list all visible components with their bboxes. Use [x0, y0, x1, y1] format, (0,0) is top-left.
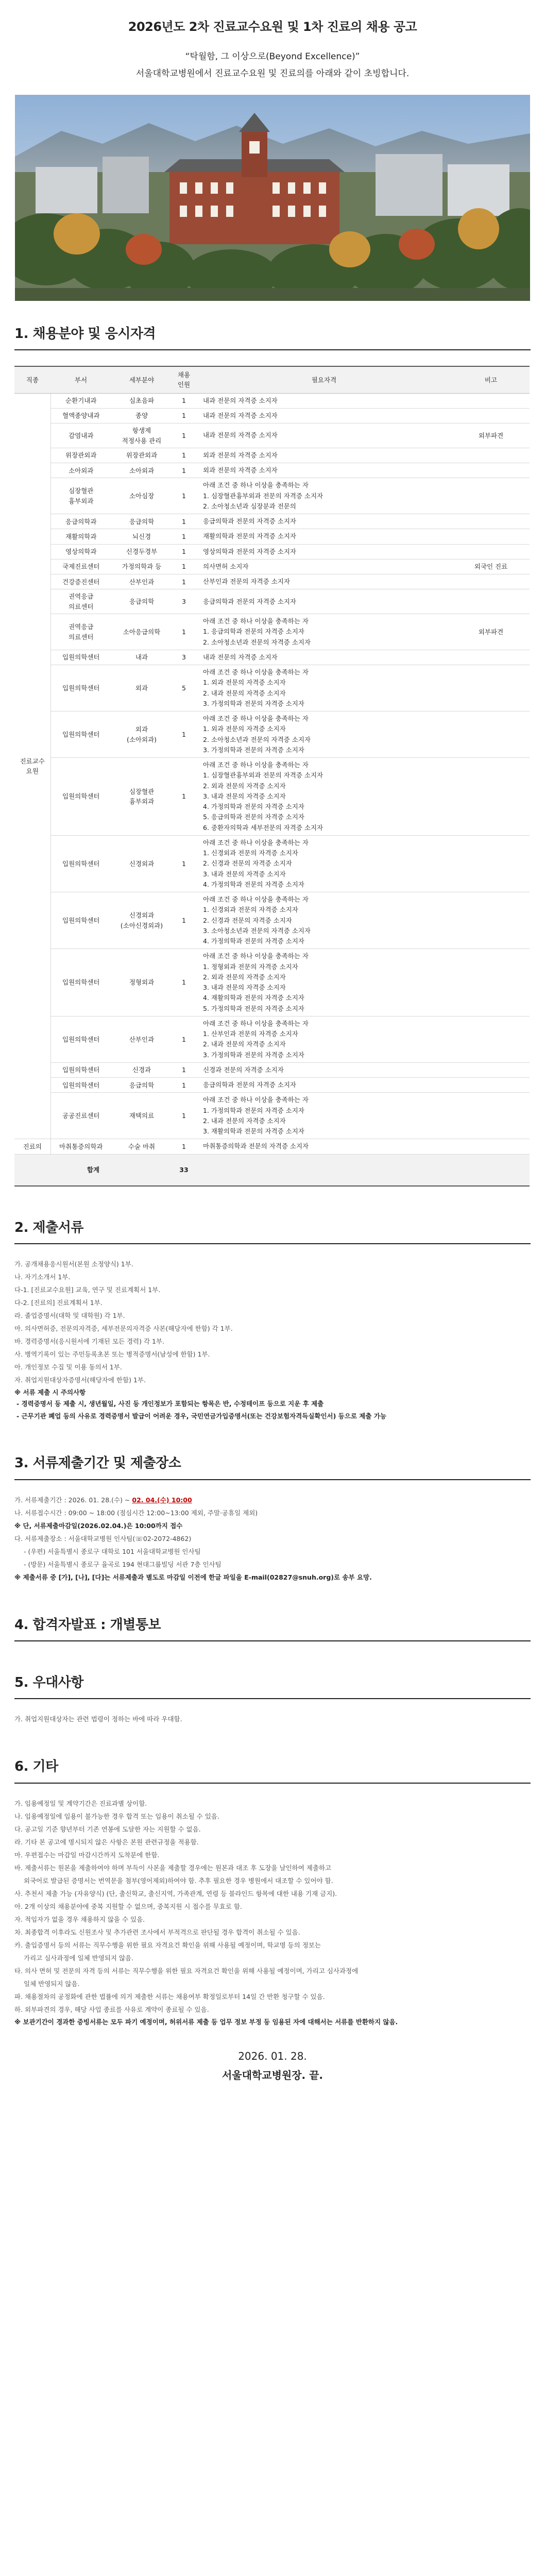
section-6-title: 6. 기타 [14, 1756, 531, 1783]
positions-table [14, 366, 530, 1187]
field-cell: 산부인과 [111, 1016, 172, 1062]
table-row [14, 650, 530, 665]
field-cell: 뇌신경 [111, 529, 172, 544]
total-row [14, 1154, 530, 1186]
signature-date: 2026. 01. 28. [238, 2050, 307, 2063]
requirements-cell: 아래 조건 중 하나 이상을 충족하는 자 1. 산부인과 전문의 자격증 소지자 2. 내과 전문의 자격증 소지자 3. 가정의학과 전문의 자격증 소지자 [196, 1016, 452, 1062]
count-cell: 5 [172, 665, 196, 711]
requirements-cell: 영상의학과 전문의 자격증 소지자 [196, 544, 452, 559]
section-3-title: 3. 서류제출기간 및 제출장소 [14, 1453, 531, 1480]
dept-cell: 권역응급 의료센터 [50, 589, 111, 614]
dept-cell: 입원의학센터 [50, 892, 111, 949]
note-cell [452, 711, 530, 758]
dept-cell: 입원의학센터 [50, 1016, 111, 1062]
dept-cell: 권역응급 의료센터 [50, 614, 111, 650]
requirements-cell: 아래 조건 중 하나 이상을 충족하는 자 1. 정형외과 전문의 자격증 소지자 2. 외과 전문의 자격증 소지자 3. 내과 전문의 자격증 소지자 4. 재활의학과 전문의 자격증 소지자 5. 가정의학과 전문의 자격증 소지자 [196, 949, 452, 1016]
requirements-cell: 아래 조건 중 하나 이상을 충족하는 자 1. 신경외과 전문의 자격증 소지자 2. 신경과 전문의 자격증 소지자 3. 내과 전문의 자격증 소지자 4. 가정의학과 전문의 자격증 소지자 [196, 835, 452, 892]
requirements-cell: 마취통증의학과 전문의 자격증 소지자 [196, 1139, 452, 1154]
note-cell [452, 1078, 530, 1093]
list-item: 일체 반영되지 않음. [24, 1979, 80, 1988]
section-2-title: 2. 제출서류 [14, 1217, 531, 1244]
hospital-campus-photo [15, 95, 530, 301]
table-row [14, 711, 530, 758]
requirements-cell: 외과 전문의 자격증 소지자 [196, 448, 452, 463]
note-cell [452, 892, 530, 949]
dept-cell: 건강증진센터 [50, 574, 111, 589]
total-empty-cell [196, 1154, 530, 1186]
dept-cell: 마취통증의학과 [50, 1139, 111, 1154]
count-cell: 1 [172, 559, 196, 574]
dept-cell: 입원의학센터 [50, 1078, 111, 1093]
note-cell [452, 544, 530, 559]
intro-text: 서울대학교병원에서 진료교수요원 및 진료의를 아래와 같이 초빙합니다. [135, 68, 410, 79]
dept-cell: 순환기내과 [50, 393, 111, 408]
list-item: 마. 우편접수는 마감일 마감시간까지 도착분에 한함. [14, 1851, 160, 1859]
field-cell: 응급의학 [111, 1078, 172, 1093]
dept-cell: 위장관외과 [50, 448, 111, 463]
documents-list [14, 1258, 531, 1386]
table-row [14, 1139, 530, 1154]
dept-cell: 입원의학센터 [50, 835, 111, 892]
note-cell [452, 514, 530, 529]
list-item: 가리고 심사과정에 일체 반영되지 않음. [24, 1954, 134, 1962]
note-cell [452, 758, 530, 836]
count-cell: 1 [172, 514, 196, 529]
dept-cell: 공공진료센터 [50, 1093, 111, 1139]
list-item: 라. 졸업증명서(대학 및 대학원) 각 1부. [14, 1312, 125, 1320]
deadline-note: ※ 단, 서류제출마감일(2026.02.04.)은 10:00까지 접수 [14, 1521, 183, 1530]
field-cell: 신경외과 (소아신경외과) [111, 892, 172, 949]
dept-cell: 재활의학과 [50, 529, 111, 544]
submission-caution-1: - 경력증명서 등 제출 시, 생년월일, 사진 등 개인정보가 포함되는 항목은 반, 수정테이프 등으로 지운 후 제출 [16, 1399, 324, 1408]
dept-cell: 소아외과 [50, 463, 111, 478]
count-cell: 1 [172, 1062, 196, 1077]
list-item: 사. 추천서 제출 가능 (자유양식) (단, 출신학교, 출신지역, 가족관계, 연령 등 블라인드 항목에 대한 내용 기재 금지). [14, 1889, 337, 1897]
other-notes-block [14, 1797, 531, 2016]
requirements-cell: 내과 전문의 자격증 소지자 [196, 650, 452, 665]
requirements-cell: 의사면허 소지자 [196, 559, 452, 574]
field-cell: 소아심장 [111, 478, 172, 514]
requirements-cell: 산부인과 전문의 자격증 소지자 [196, 574, 452, 589]
requirements-cell: 아래 조건 중 하나 이상을 충족하는 자 1. 신경외과 전문의 자격증 소지자 2. 신경과 전문의 자격증 소지자 3. 소아청소년과 전문의 자격증 소지자 4. 가정의학과 전문의 자격증 소지자 [196, 892, 452, 949]
count-cell: 1 [172, 835, 196, 892]
notice-title: 2026년도 2차 진료교수요원 및 1차 진료의 채용 공고 [128, 20, 417, 34]
submission-period-block [14, 1494, 531, 1584]
field-cell: 외과 (소아외과) [111, 711, 172, 758]
count-cell: 3 [172, 650, 196, 665]
reception-hours: 나. 서류접수시간 : 09:00 ~ 18:00 (점심시간 12:00~13:00 제외, 주말·공휴일 제외) [14, 1509, 258, 1517]
list-item: 다-2. [진료의] 진료계획서 1부. [14, 1299, 103, 1307]
list-item: 사. 병역기록이 있는 주민등록초본 또는 병적증명서(남성에 한함) 1부. [14, 1350, 210, 1359]
note-cell [452, 1139, 530, 1154]
requirements-cell: 아래 조건 중 하나 이상을 충족하는 자 1. 응급의학과 전문의 자격증 소지자 2. 소아청소년과 전문의 자격증 소지자 [196, 614, 452, 650]
table-row [14, 408, 530, 423]
count-cell: 1 [172, 478, 196, 514]
requirements-cell: 아래 조건 중 하나 이상을 충족하는 자 1. 외과 전문의 자격증 소지자 2. 내과 전문의 자격증 소지자 3. 가정의학과 전문의 자격증 소지자 [196, 665, 452, 711]
positions-table-body [14, 393, 530, 1186]
col-header-note: 비고 [452, 366, 530, 393]
dept-cell: 입원의학센터 [50, 711, 111, 758]
col-header-type: 직종 [14, 366, 50, 393]
count-cell: 1 [172, 711, 196, 758]
col-header-dept: 부서 [50, 366, 111, 393]
table-row [14, 559, 530, 574]
field-cell: 소아응급의학 [111, 614, 172, 650]
dept-cell: 응급의학과 [50, 514, 111, 529]
field-cell: 심장혈관 흉부외과 [111, 758, 172, 836]
note-cell [452, 1062, 530, 1077]
table-row [14, 463, 530, 478]
count-cell: 1 [172, 423, 196, 448]
job-type-cell: 진료교수 요원 [14, 393, 50, 1139]
requirements-cell: 아래 조건 중 하나 이상을 충족하는 자 1. 외과 전문의 자격증 소지자 2. 소아청소년과 전문의 자격증 소지자 3. 가정의학과 전문의 자격증 소지자 [196, 711, 452, 758]
field-cell: 항생제 적정사용 관리 [111, 423, 172, 448]
count-cell: 1 [172, 393, 196, 408]
note-cell [452, 448, 530, 463]
table-row [14, 544, 530, 559]
table-row [14, 1093, 530, 1139]
dept-cell: 심장혈관 흉부외과 [50, 478, 111, 514]
requirements-cell: 외과 전문의 자격증 소지자 [196, 463, 452, 478]
count-cell: 3 [172, 589, 196, 614]
count-cell: 1 [172, 614, 196, 650]
count-cell: 1 [172, 448, 196, 463]
col-header-field: 세부분야 [111, 366, 172, 393]
count-cell: 1 [172, 544, 196, 559]
list-item: 자. 적임자가 없을 경우 채용하지 않을 수 있음. [14, 1915, 145, 1923]
field-cell: 정형외과 [111, 949, 172, 1016]
period-deadline: 02. 04.(수) 10:00 [132, 1496, 192, 1504]
count-cell: 1 [172, 529, 196, 544]
count-cell: 1 [172, 1016, 196, 1062]
dept-cell: 국제진료센터 [50, 559, 111, 574]
table-row [14, 393, 530, 408]
note-cell: 외국인 진료 [452, 559, 530, 574]
total-label: 합계 [14, 1154, 172, 1186]
preference-block [14, 1713, 531, 1725]
field-cell: 신경과 [111, 1062, 172, 1077]
requirements-cell: 내과 전문의 자격증 소지자 [196, 423, 452, 448]
note-cell [452, 650, 530, 665]
field-cell: 수술 마취 [111, 1139, 172, 1154]
field-cell: 재택의료 [111, 1093, 172, 1139]
note-cell: 외부파견 [452, 614, 530, 650]
requirements-cell: 재활의학과 전문의 자격증 소지자 [196, 529, 452, 544]
table-header-row [14, 366, 530, 393]
section-4-title: 4. 합격자발표 : 개별통보 [14, 1615, 531, 1641]
col-header-count: 채용 인원 [172, 366, 196, 393]
table-row [14, 514, 530, 529]
list-item: 하. 외부파견의 경우, 해당 사업 종료를 사유로 계약이 종료될 수 있음. [14, 2005, 209, 2013]
requirements-cell: 신경과 전문의 자격증 소지자 [196, 1062, 452, 1077]
submission-place-mail: - (우편) 서울특별시 종로구 대학로 101 서울대학교병원 인사팀 [24, 1547, 201, 1555]
list-item: 나. 임용예정일에 임용이 불가능한 경우 합격 또는 임용이 취소될 수 있음. [14, 1812, 219, 1820]
note-cell [452, 835, 530, 892]
count-cell: 1 [172, 1078, 196, 1093]
requirements-cell: 아래 조건 중 하나 이상을 충족하는 자 1. 가정의학과 전문의 자격증 소지자 2. 내과 전문의 자격증 소지자 3. 재활의학과 전문의 자격증 소지자 [196, 1093, 452, 1139]
note-cell [452, 574, 530, 589]
table-row [14, 1016, 530, 1062]
list-item: 가. 임용예정일 및 계약기간은 진료과별 상이함. [14, 1799, 147, 1807]
list-item: 바. 경력증명서(응시원서에 기재된 모든 경력) 각 1부. [14, 1337, 164, 1346]
note-cell [452, 529, 530, 544]
note-cell [452, 589, 530, 614]
list-item: 타. 의사 면허 및 전문의 자격 등의 서류는 직무수행을 위한 필요 자격요건 확인을 위해 사용될 예정이며, 가리고 심사과정에 [14, 1967, 359, 1975]
field-cell: 산부인과 [111, 574, 172, 589]
count-cell: 1 [172, 949, 196, 1016]
note-cell [452, 408, 530, 423]
field-cell: 심초음파 [111, 393, 172, 408]
field-cell: 신경두경부 [111, 544, 172, 559]
requirements-cell: 내과 전문의 자격증 소지자 [196, 393, 452, 408]
list-item: 아. 2개 이상의 채용분야에 중복 지원할 수 없으며, 중복지원 시 접수를 무효로 함. [14, 1902, 242, 1910]
table-row [14, 614, 530, 650]
list-item: 가. 공개채용응시원서(본원 소정양식) 1부. [14, 1260, 133, 1268]
dept-cell: 입원의학센터 [50, 650, 111, 665]
requirements-cell: 내과 전문의 자격증 소지자 [196, 408, 452, 423]
submission-place-visit: - (방문) 서울특별시 종로구 율곡로 194 현대그룹빌딩 서관 7층 인사팀 [24, 1560, 222, 1568]
list-item: 외국어로 발급된 증명서는 번역문을 첨부(영어제외)하여야 함. 추후 필요한 경우 병원에서 대조할 수 있어야 함. [24, 1876, 333, 1885]
hospital-campus-illustration [15, 95, 530, 301]
field-cell: 소아외과 [111, 463, 172, 478]
dept-cell: 혈액종양내과 [50, 408, 111, 423]
note-cell [452, 665, 530, 711]
submission-caution-2: - 근무기관 폐업 등의 사유로 경력증명서 발급이 어려운 경우, 국민연금가입증명서(또는 건강보험자격득실확인서) 등으로 제출 가능 [16, 1412, 386, 1420]
table-row [14, 478, 530, 514]
note-cell [452, 1016, 530, 1062]
note-cell [452, 1093, 530, 1139]
dept-cell: 감염내과 [50, 423, 111, 448]
table-row [14, 448, 530, 463]
list-item: 아. 개인정보 수집 및 이용 동의서 1부. [14, 1363, 122, 1371]
section-5-title: 5. 우대사항 [14, 1672, 531, 1699]
list-item: 다. 공고일 기준 향년부터 기존 연봉에 도달한 자는 지원할 수 없음. [14, 1825, 201, 1833]
count-cell: 1 [172, 574, 196, 589]
submission-period [14, 1494, 531, 1506]
note-cell [452, 393, 530, 408]
table-row [14, 892, 530, 949]
field-cell: 내과 [111, 650, 172, 665]
col-header-requirements: 필요자격 [196, 366, 452, 393]
list-item: 라. 기타 본 공고에 명시되지 않은 사항은 본원 관련규정을 적용함. [14, 1838, 199, 1846]
field-cell: 응급의학 [111, 589, 172, 614]
section-1-title: 1. 채용분야 및 응시자격 [14, 324, 531, 350]
table-row [14, 423, 530, 448]
table-row [14, 949, 530, 1016]
table-row [14, 589, 530, 614]
list-item: 가. 취업지원대상자는 관련 법령이 정하는 바에 따라 우대함. [14, 1715, 182, 1723]
list-item: 차. 최종합격 이후라도 신원조사 및 추가관련 조사에서 부적격으로 판단될 경우 합격이 취소될 수 있음. [14, 1928, 300, 1936]
dept-cell: 영상의학과 [50, 544, 111, 559]
list-item: 다-1. [진료교수요원] 교육, 연구 및 진료계획서 1부. [14, 1286, 161, 1294]
email-note: ※ 제출서류 중 [가], [나], [다]는 서류제출과 별도로 마감일 이전에 한글 파일을 E-mail(02827@snuh.org)로 송부 요망. [14, 1573, 372, 1581]
count-cell: 1 [172, 408, 196, 423]
submission-caution-title: ※ 서류 제출 시 주의사항 [14, 1388, 86, 1397]
final-note: ※ 보관기간이 경과한 증빙서류는 모두 파기 예정이며, 허위서류 제출 등 업무 정보 부정 등 임용된 자에 대해서는 서류를 반환하지 않음. [14, 2018, 398, 2026]
note-cell: 외부파견 [452, 423, 530, 448]
table-row [14, 574, 530, 589]
list-item: 파. 채용절차의 공정화에 관한 법률에 의거 제출한 서류는 채용여부 확정일로부터 14일 간 반환 청구할 수 있음. [14, 1992, 325, 2001]
count-cell: 1 [172, 892, 196, 949]
job-type-cell: 진료의 [14, 1139, 50, 1154]
note-cell [452, 949, 530, 1016]
field-cell: 응급의학 [111, 514, 172, 529]
list-item: 바. 제출서류는 원본을 제출하여야 하며 부득이 사본을 제출할 경우에는 원본과 대조 후 도장을 날인하여 제출하고 [14, 1863, 332, 1872]
requirements-cell: 응급의학과 전문의 자격증 소지자 [196, 514, 452, 529]
period-prefix: 가. 서류제출기간 : 2026. 01. 28.(수) ~ [14, 1496, 132, 1504]
field-cell: 외과 [111, 665, 172, 711]
table-row [14, 835, 530, 892]
requirements-cell: 응급의학과 전문의 자격증 소지자 [196, 589, 452, 614]
dept-cell: 입원의학센터 [50, 665, 111, 711]
count-cell: 1 [172, 758, 196, 836]
table-row [14, 758, 530, 836]
field-cell: 위장관외과 [111, 448, 172, 463]
requirements-cell: 응급의학과 전문의 자격증 소지자 [196, 1078, 452, 1093]
list-item: 나. 자기소개서 1부. [14, 1273, 71, 1281]
count-cell: 1 [172, 1139, 196, 1154]
dept-cell: 입원의학센터 [50, 1062, 111, 1077]
signature-name: 서울대학교병원장. 끝. [222, 2069, 323, 2082]
field-cell: 신경외과 [111, 835, 172, 892]
total-count: 33 [172, 1154, 196, 1186]
requirements-cell: 아래 조건 중 하나 이상을 충족하는 자 1. 심장혈관흉부외과 전문의 자격증 소지자 2. 소아청소년과 심장분과 전문의 [196, 478, 452, 514]
table-row [14, 665, 530, 711]
dept-cell: 입원의학센터 [50, 949, 111, 1016]
note-cell [452, 463, 530, 478]
field-cell: 가정의학과 등 [111, 559, 172, 574]
table-row [14, 1078, 530, 1093]
list-item: 자. 취업지원대상자증명서(해당자에 한함) 1부. [14, 1376, 146, 1384]
field-cell: 종양 [111, 408, 172, 423]
note-cell [452, 478, 530, 514]
table-row [14, 1062, 530, 1077]
table-row [14, 529, 530, 544]
list-item: 카. 출입증명서 등의 서류는 직무수행을 위한 필요 자격요건 확인을 위해 사용될 예정이며, 학교명 등의 정보는 [14, 1941, 321, 1949]
dept-cell: 입원의학센터 [50, 758, 111, 836]
submission-place: 다. 서류제출장소 : 서울대학교병원 인사팀(☏02-2072-4862) [14, 1534, 192, 1543]
requirements-cell: 아래 조건 중 하나 이상을 충족하는 자 1. 심장혈관흉부외과 전문의 자격증 소지자 2. 외과 전문의 자격증 소지자 3. 내과 전문의 자격증 소지자 4. 가정의학과 전문의 자격증 소지자 5. 응급의학과 전문의 자격증 소지자 6. 중환자의학과 세부전문의 자격증 소지자 [196, 758, 452, 836]
count-cell: 1 [172, 1093, 196, 1139]
slogan: “탁월함, 그 이상으로(Beyond Excellence)” [185, 52, 360, 62]
list-item: 마. 의사면허증, 전문의자격증, 세부전문의자격증 사본(해당자에 한함) 각 1부. [14, 1325, 233, 1333]
count-cell: 1 [172, 463, 196, 478]
